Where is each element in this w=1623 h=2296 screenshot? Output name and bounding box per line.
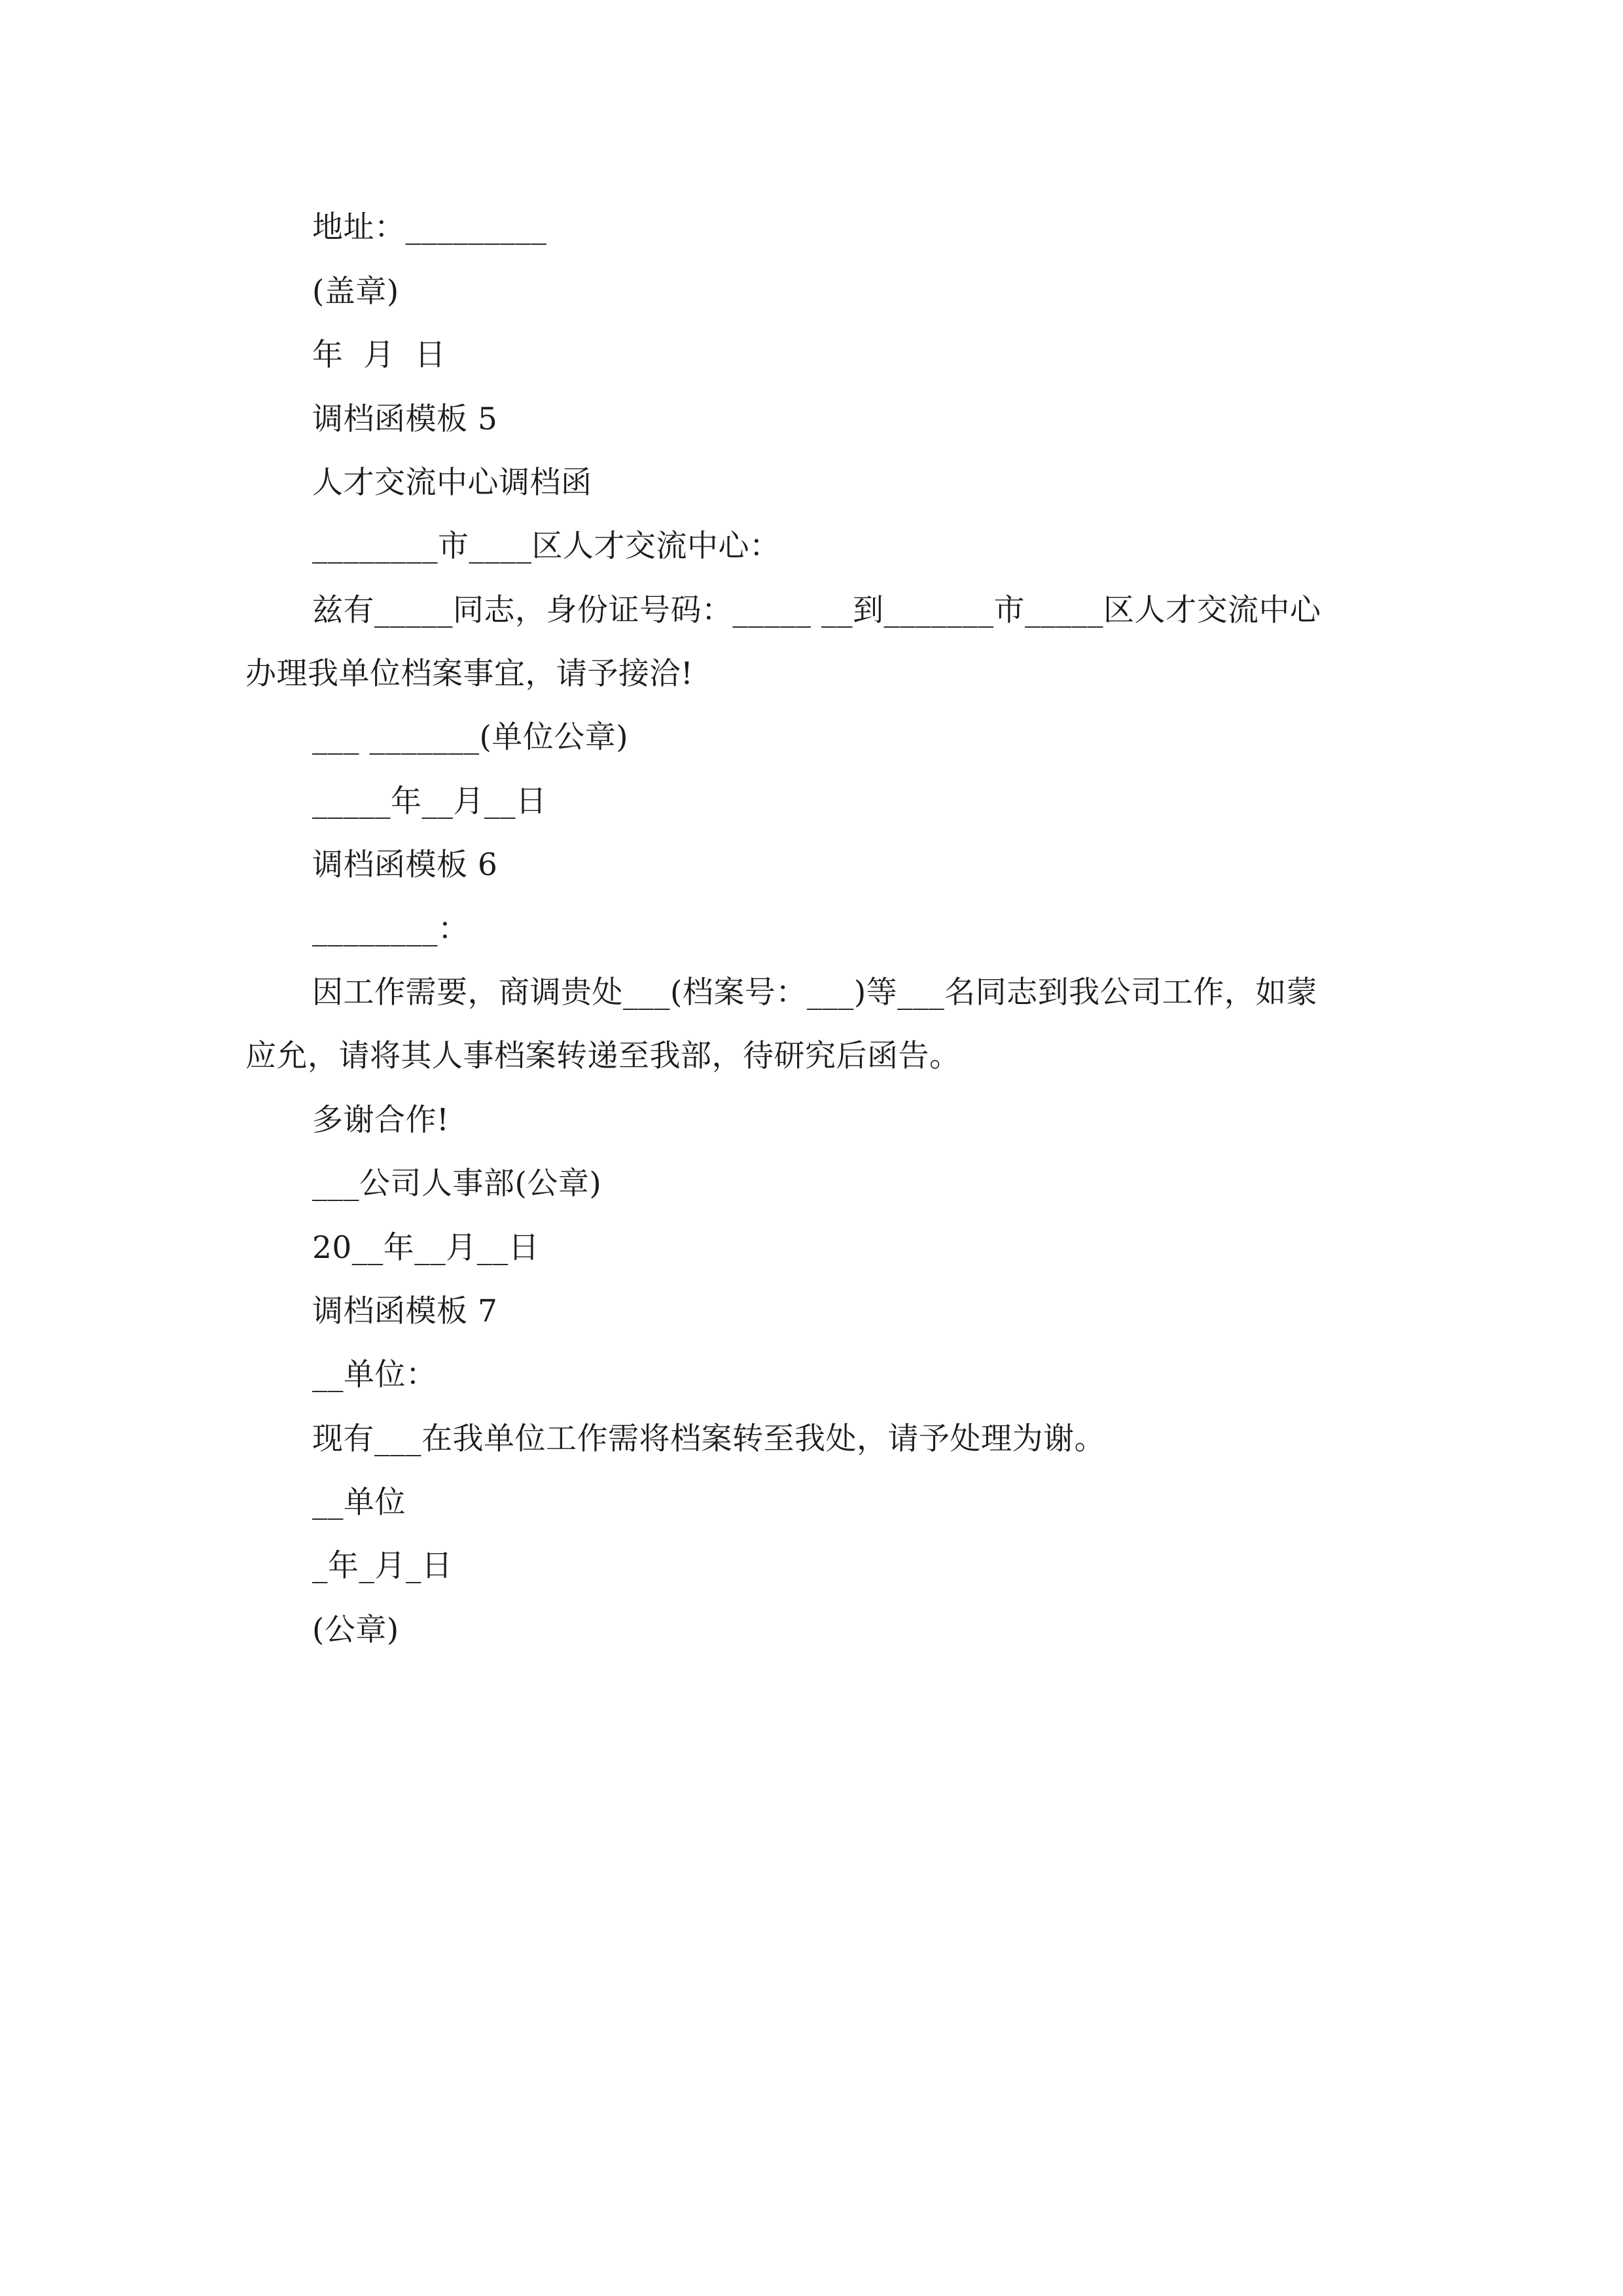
template-6-body-line-2: 应允，请将其人事档案转递至我部，待研究后函告。 <box>245 1038 961 1074</box>
template-5-signature: ___ _______(单位公章) <box>312 719 629 755</box>
template-6-date: 20__年__月__日 <box>312 1230 540 1266</box>
template-7-seal-note: (公章) <box>312 1612 399 1648</box>
template-5-body-line-2: 办理我单位档案事宜，请予接洽! <box>245 656 694 692</box>
template-6-body-line-1: 因工作需要，商调贵处___(档案号：___)等___名同志到我公司工作，如蒙 <box>312 975 1318 1011</box>
template-5-date: _____年__月__日 <box>312 783 547 819</box>
seal-note: (盖章) <box>312 274 399 310</box>
template-5-body-line-1: 兹有_____同志，身份证号码：_____ __到_______市_____区人才交流中心 <box>312 592 1321 628</box>
template-6-thanks: 多谢合作! <box>312 1102 450 1138</box>
address-line: 地址：_________ <box>312 209 547 245</box>
template-5-salutation: ________市____区人才交流中心： <box>312 528 781 564</box>
template-7-salutation: __单位： <box>312 1357 437 1393</box>
template-7-heading: 调档函模板 7 <box>312 1293 498 1329</box>
template-6-signature: ___公司人事部(公章) <box>312 1166 602 1202</box>
template-7-date: _年_月_日 <box>312 1548 453 1584</box>
template-7-signature: __单位 <box>312 1484 406 1520</box>
template-5-title: 人才交流中心调档函 <box>312 465 592 501</box>
date-line: 年 月 日 <box>312 337 446 373</box>
template-6-salutation: ________： <box>312 911 469 947</box>
template-7-body: 现有___在我单位工作需将档案转至我处，请予处理为谢。 <box>312 1421 1105 1457</box>
template-6-heading: 调档函模板 6 <box>312 847 498 883</box>
template-5-heading: 调档函模板 5 <box>312 401 498 437</box>
